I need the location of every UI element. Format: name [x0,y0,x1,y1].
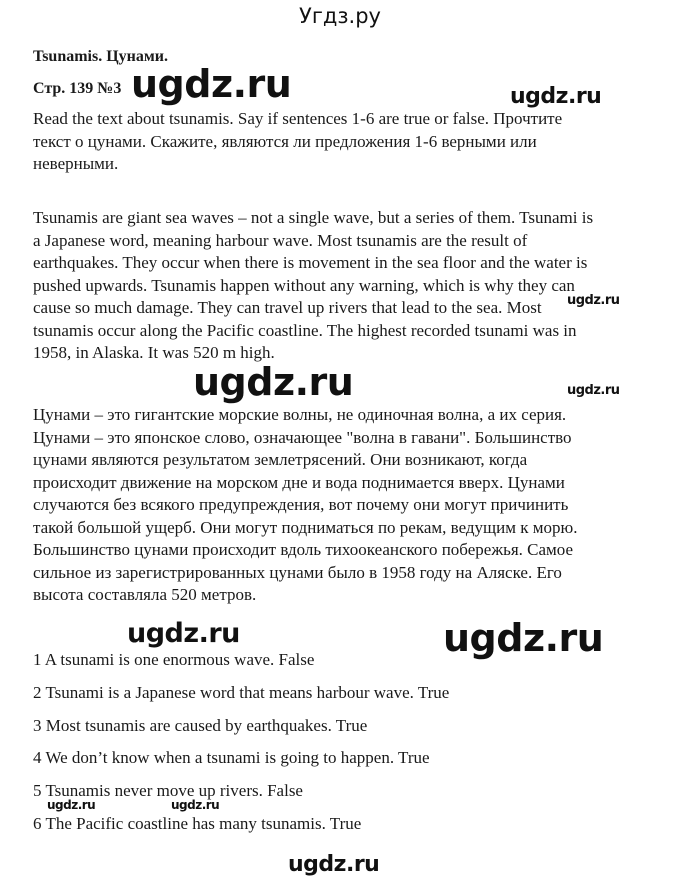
russian-line: цунами являются результатом землетрясений. Они возникают, когда [33,450,528,469]
watermark-text: ugdz.ru [127,618,240,649]
english-line: Tsunamis are giant sea waves – not a single wave, but a series of them. Tsunami is [33,208,594,227]
watermark-text: ugdz.ru [567,383,620,398]
watermark-text: ugdz.ru [567,293,620,308]
russian-line: такой большой ущерб. Они могут подниматься по рекам, ведущим к морю. [33,517,578,537]
instruction-line: текст о цунами. Скажите, являются ли предложения 1-6 верными или [33,131,537,151]
russian-line: Цунами – это японское слово, означающее "волна в гавани". Большинство [33,427,572,447]
instruction-line: неверными. [33,154,119,173]
english-line: 1958, in Alaska. It was 520 m high. [33,343,275,362]
watermark-text: ugdz.ru [193,360,354,404]
english-line: earthquakes. They occur when there is movement in the sea floor and the water is [33,253,588,272]
site-title: Угдз.ру [299,4,381,28]
russian-line: сильное из зарегистрированных цунами было в 1958 году на Аляске. Его [33,562,562,582]
page-reference: Стр. 139 №3 [33,80,122,97]
watermark-text: ugdz.ru [171,798,220,812]
section-heading: Tsunamis. Цунами. [33,48,169,65]
answer-item: 6 The Pacific coastline has many tsunamis. True [33,814,362,833]
english-line: pushed upwards. Tsunamis happen without any warning, which is why they can [33,275,575,295]
watermark-text: ugdz.ru [510,84,602,109]
answer-item: 5 Tsunamis never move up rivers. False [33,781,303,800]
instruction-line: Read the text about tsunamis. Say if sentences 1-6 are true or false. Прочтите [33,109,563,128]
russian-line: высота составляла 520 метров. [33,585,257,604]
russian-line: Большинство цунами происходит вдоль тихоокеанского побережья. Самое [33,540,574,559]
answer-item: 2 Tsunami is a Japanese word that means harbour wave. True [33,683,450,702]
instruction-text [33,108,562,176]
russian-line: случаются без всякого предупреждения, вот почему они могут причинить [33,495,569,514]
english-line: tsunamis occur along the Pacific coastline. The highest recorded tsunami was in [33,320,577,340]
watermark-text: ugdz.ru [131,62,292,106]
watermark-text: ugdz.ru [288,852,380,877]
english-line: a Japanese word, meaning harbour wave. Most tsunamis are the result of [33,230,528,250]
answer-item: 4 We don’t know when a tsunami is going to happen. True [33,748,430,767]
answer-item: 1 A tsunami is one enormous wave. False [33,650,315,669]
watermark-text: ugdz.ru [443,616,604,660]
english-line: cause so much damage. They can travel up rivers that lead to the sea. Most [33,298,542,317]
russian-line: Цунами – это гигантские морские волны, не одиночная волна, а их серия. [33,405,567,424]
russian-line: происходит движение на морском дне и вода поднимается вверх. Цунами [33,472,565,492]
answer-item: 3 Most tsunamis are caused by earthquakes. True [33,716,368,735]
russian-passage [33,404,577,607]
watermark-text: ugdz.ru [47,798,96,812]
english-passage [33,207,593,365]
